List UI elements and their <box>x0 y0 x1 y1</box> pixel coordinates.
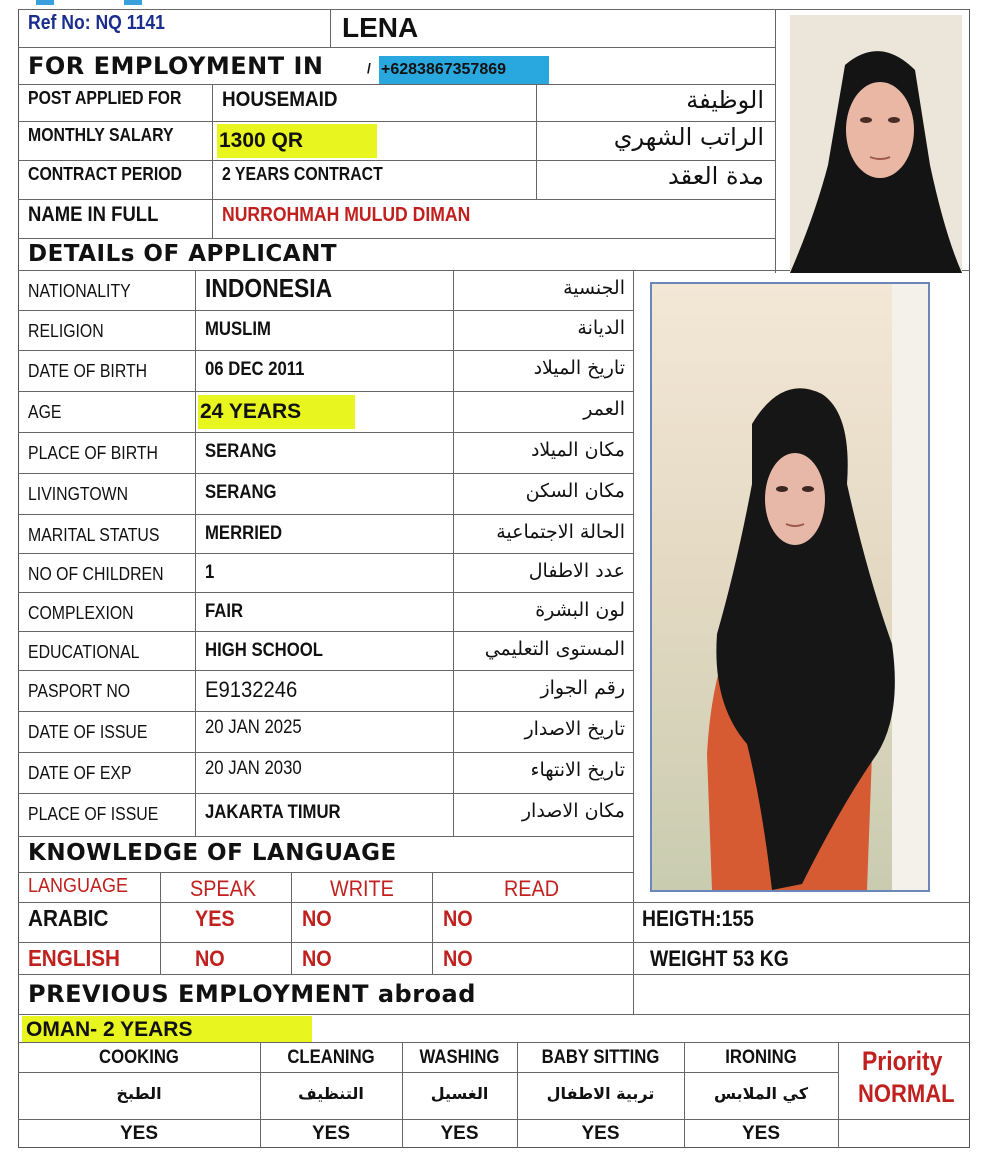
lang-header-language: LANGUAGE <box>28 875 129 897</box>
applicant-photo-small <box>790 15 962 273</box>
lang-header-write: WRITE <box>330 876 394 901</box>
detail-label-ar: المستوى التعليمي <box>484 638 625 660</box>
contract-label: CONTRACT PERIOD <box>28 164 182 184</box>
details-title: DETAILs OF APPLICANT <box>28 241 338 267</box>
lang-header-read: READ <box>504 876 560 901</box>
skill-header: IRONING <box>725 1047 797 1068</box>
detail-row-divider <box>18 553 633 554</box>
detail-label-ar: عدد الاطفال <box>528 560 625 582</box>
skill-value: YES <box>311 1123 351 1144</box>
lang-row-english: ENGLISH <box>28 945 121 971</box>
detail-row-divider <box>18 752 633 753</box>
skill-header: CLEANING <box>287 1047 375 1068</box>
skill-header: COOKING <box>99 1047 179 1068</box>
detail-row-divider <box>18 793 633 794</box>
skill-value: YES <box>440 1123 479 1144</box>
detail-label: PLACE OF BIRTH <box>28 443 158 463</box>
lang-english-write: NO <box>302 946 332 971</box>
detail-row-divider <box>18 711 633 712</box>
detail-label-ar: العمر <box>583 398 625 420</box>
detail-value: 24 YEARS <box>198 395 355 429</box>
detail-label: MARITAL STATUS <box>28 525 160 545</box>
detail-label-ar: تاريخ الاصدار <box>524 718 625 740</box>
detail-label-ar: مكان السكن <box>525 480 625 502</box>
detail-value: MUSLIM <box>205 319 271 340</box>
ref-number: Ref No: NQ 1141 <box>28 12 165 34</box>
detail-label: PLACE OF ISSUE <box>28 804 159 824</box>
detail-row-divider <box>18 473 633 474</box>
contract-value: 2 YEARS CONTRACT <box>222 164 383 184</box>
language-title: KNOWLEDGE OF LANGUAGE <box>28 840 397 866</box>
skill-header-ar: الغسيل <box>430 1084 489 1103</box>
lang-row-arabic: ARABIC <box>28 905 109 931</box>
top-mark-2 <box>124 0 142 5</box>
detail-value: E9132246 <box>205 677 298 702</box>
detail-label: AGE <box>28 402 62 422</box>
detail-row-divider <box>18 631 633 632</box>
detail-row-divider <box>18 514 633 515</box>
detail-row-divider <box>18 592 633 593</box>
lang-arabic-speak: YES <box>195 906 235 931</box>
skill-header-ar: كي الملابس <box>713 1084 809 1103</box>
skill-header-ar: الطبخ <box>116 1084 162 1103</box>
detail-label: NATIONALITY <box>28 281 131 301</box>
fullname-label: NAME IN FULL <box>28 203 159 226</box>
detail-value: HIGH SCHOOL <box>205 640 323 661</box>
detail-label-ar: الجنسية <box>563 277 625 299</box>
salary-label-ar: الراتب الشهري <box>613 123 764 151</box>
skill-value: YES <box>581 1123 620 1144</box>
lang-english-read: NO <box>443 946 473 971</box>
detail-label-ar: مكان الميلاد <box>530 439 625 461</box>
skill-header-ar: تربية الاطفال <box>546 1084 655 1103</box>
detail-label: EDUCATIONAL <box>28 642 140 662</box>
applicant-photo-large <box>650 282 930 892</box>
detail-label: LIVINGTOWN <box>28 484 129 504</box>
detail-label: PASPORT NO <box>28 681 131 701</box>
post-label-ar: الوظيفة <box>686 86 764 114</box>
previous-employment-entry: OMAN- 2 YEARS <box>22 1016 312 1042</box>
skill-header: BABY SITTING <box>541 1047 660 1068</box>
detail-row-divider <box>18 432 633 433</box>
weight-value: WEIGHT 53 KG <box>650 946 789 971</box>
salary-label: MONTHLY SALARY <box>28 125 174 145</box>
detail-value: 20 JAN 2030 <box>205 758 302 779</box>
detail-row-divider <box>18 670 633 671</box>
detail-label-ar: الحالة الاجتماعية <box>496 521 625 543</box>
detail-value: FAIR <box>205 601 244 622</box>
skill-value: YES <box>119 1123 159 1144</box>
detail-value: 20 JAN 2025 <box>205 717 302 738</box>
detail-row-divider <box>18 310 633 311</box>
detail-value: SERANG <box>205 441 277 462</box>
height-value: HEIGTH:155 <box>642 906 754 931</box>
detail-label-ar: تاريخ الميلاد <box>533 357 625 379</box>
detail-label-ar: الديانة <box>577 317 625 339</box>
priority-label: Priority <box>862 1046 943 1076</box>
post-label: POST APPLIED FOR <box>28 88 182 108</box>
priority-value: NORMAL <box>858 1080 955 1108</box>
detail-label: COMPLEXION <box>28 603 134 623</box>
detail-value: INDONESIA <box>205 273 333 303</box>
skill-header: WASHING <box>419 1047 500 1068</box>
contract-label-ar: مدة العقد <box>668 162 764 190</box>
detail-label-ar: مكان الاصدار <box>521 800 625 822</box>
detail-label: DATE OF ISSUE <box>28 722 148 742</box>
lang-arabic-write: NO <box>302 906 332 931</box>
employment-in-title: FOR EMPLOYMENT IN <box>28 52 324 80</box>
skill-header-ar: التنظيف <box>298 1084 364 1103</box>
fullname-value: NURROHMAH MULUD DIMAN <box>222 204 471 226</box>
detail-value: MERRIED <box>205 523 283 544</box>
previous-employment-title: PREVIOUS EMPLOYMENT abroad <box>28 980 476 1008</box>
top-mark-1 <box>36 0 54 5</box>
skill-value: YES <box>741 1123 781 1144</box>
slash-separator: / <box>367 60 371 76</box>
detail-row-divider <box>18 350 633 351</box>
lang-arabic-read: NO <box>443 906 473 931</box>
salary-value: 1300 QR <box>217 124 377 158</box>
post-value: HOUSEMAID <box>222 88 338 111</box>
applicant-short-name: LENA <box>342 12 419 43</box>
detail-label: NO OF CHILDREN <box>28 564 164 584</box>
phone-number: +6283867357869 <box>379 56 549 84</box>
detail-label: DATE OF EXP <box>28 763 132 783</box>
lang-english-speak: NO <box>195 946 225 971</box>
detail-row-divider <box>18 391 633 392</box>
detail-label: DATE OF BIRTH <box>28 361 148 381</box>
detail-label: RELIGION <box>28 321 104 341</box>
detail-value: JAKARTA TIMUR <box>205 802 341 823</box>
detail-value: 06 DEC 2011 <box>205 359 305 380</box>
lang-header-speak: SPEAK <box>190 876 257 901</box>
detail-value: SERANG <box>205 482 277 503</box>
detail-value: 1 <box>205 562 215 583</box>
detail-label-ar: لون البشرة <box>535 599 625 621</box>
detail-label-ar: تاريخ الانتهاء <box>530 759 625 781</box>
detail-label-ar: رقم الجواز <box>540 677 625 699</box>
